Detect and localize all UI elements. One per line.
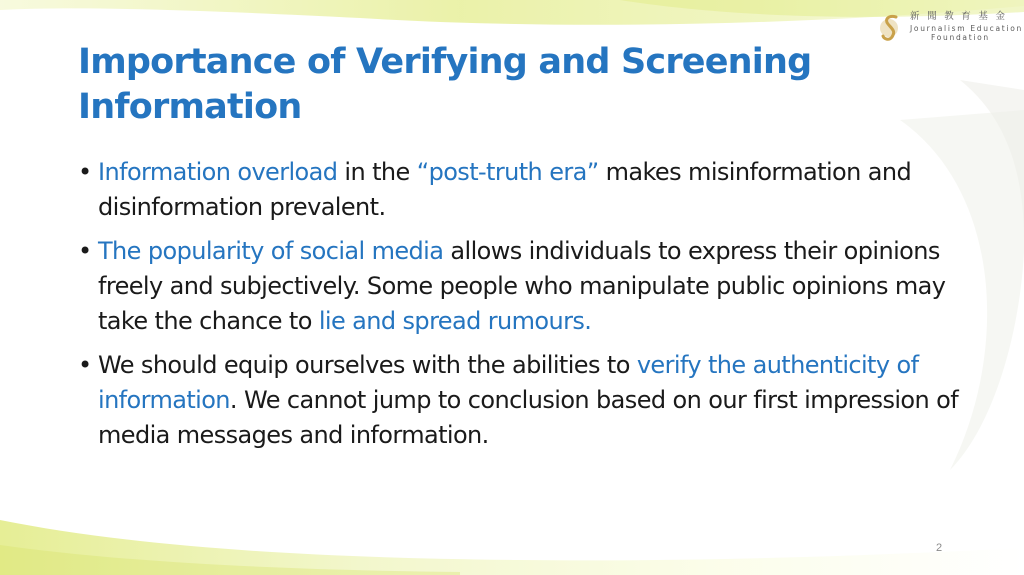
highlighted-text: lie and spread rumours. xyxy=(318,307,592,335)
bullet-dot: • xyxy=(78,158,92,186)
logo-english-line1: Journalism Education xyxy=(910,24,1023,33)
page-number: 2 xyxy=(936,542,943,554)
body-text: allows individuals to express their opinions freely and subjectively. Some people who manipulate public opinions may take the chance to xyxy=(98,237,946,335)
foundation-logo xyxy=(879,11,1023,43)
bullet-item xyxy=(78,234,978,339)
bullet-item xyxy=(78,348,978,453)
foundation-s-logo-icon xyxy=(879,13,903,41)
logo-chinese-name: 新聞教育基金 xyxy=(910,11,1013,22)
bullet-item xyxy=(78,155,978,225)
bullet-dot: • xyxy=(78,237,92,265)
bullet-dot: • xyxy=(78,351,92,379)
highlighted-text: “post-truth era” xyxy=(416,158,599,186)
highlighted-text: verify the authenticity of information xyxy=(98,351,919,414)
body-text: . We cannot jump to conclusion based on our first impression of media messages and information. xyxy=(98,386,959,449)
slide-title: Importance of Verifying and Screening Information xyxy=(78,42,812,127)
bullet-list xyxy=(78,155,978,462)
logo-english-line2: Foundation xyxy=(931,33,990,42)
body-text: We should equip ourselves with the abilities to xyxy=(98,351,637,379)
highlighted-text: Information overload xyxy=(98,158,338,186)
highlighted-text: The popularity of social media xyxy=(98,237,444,265)
body-text: in the xyxy=(337,158,417,186)
body-text: makes misinformation and disinformation prevalent. xyxy=(98,158,912,221)
